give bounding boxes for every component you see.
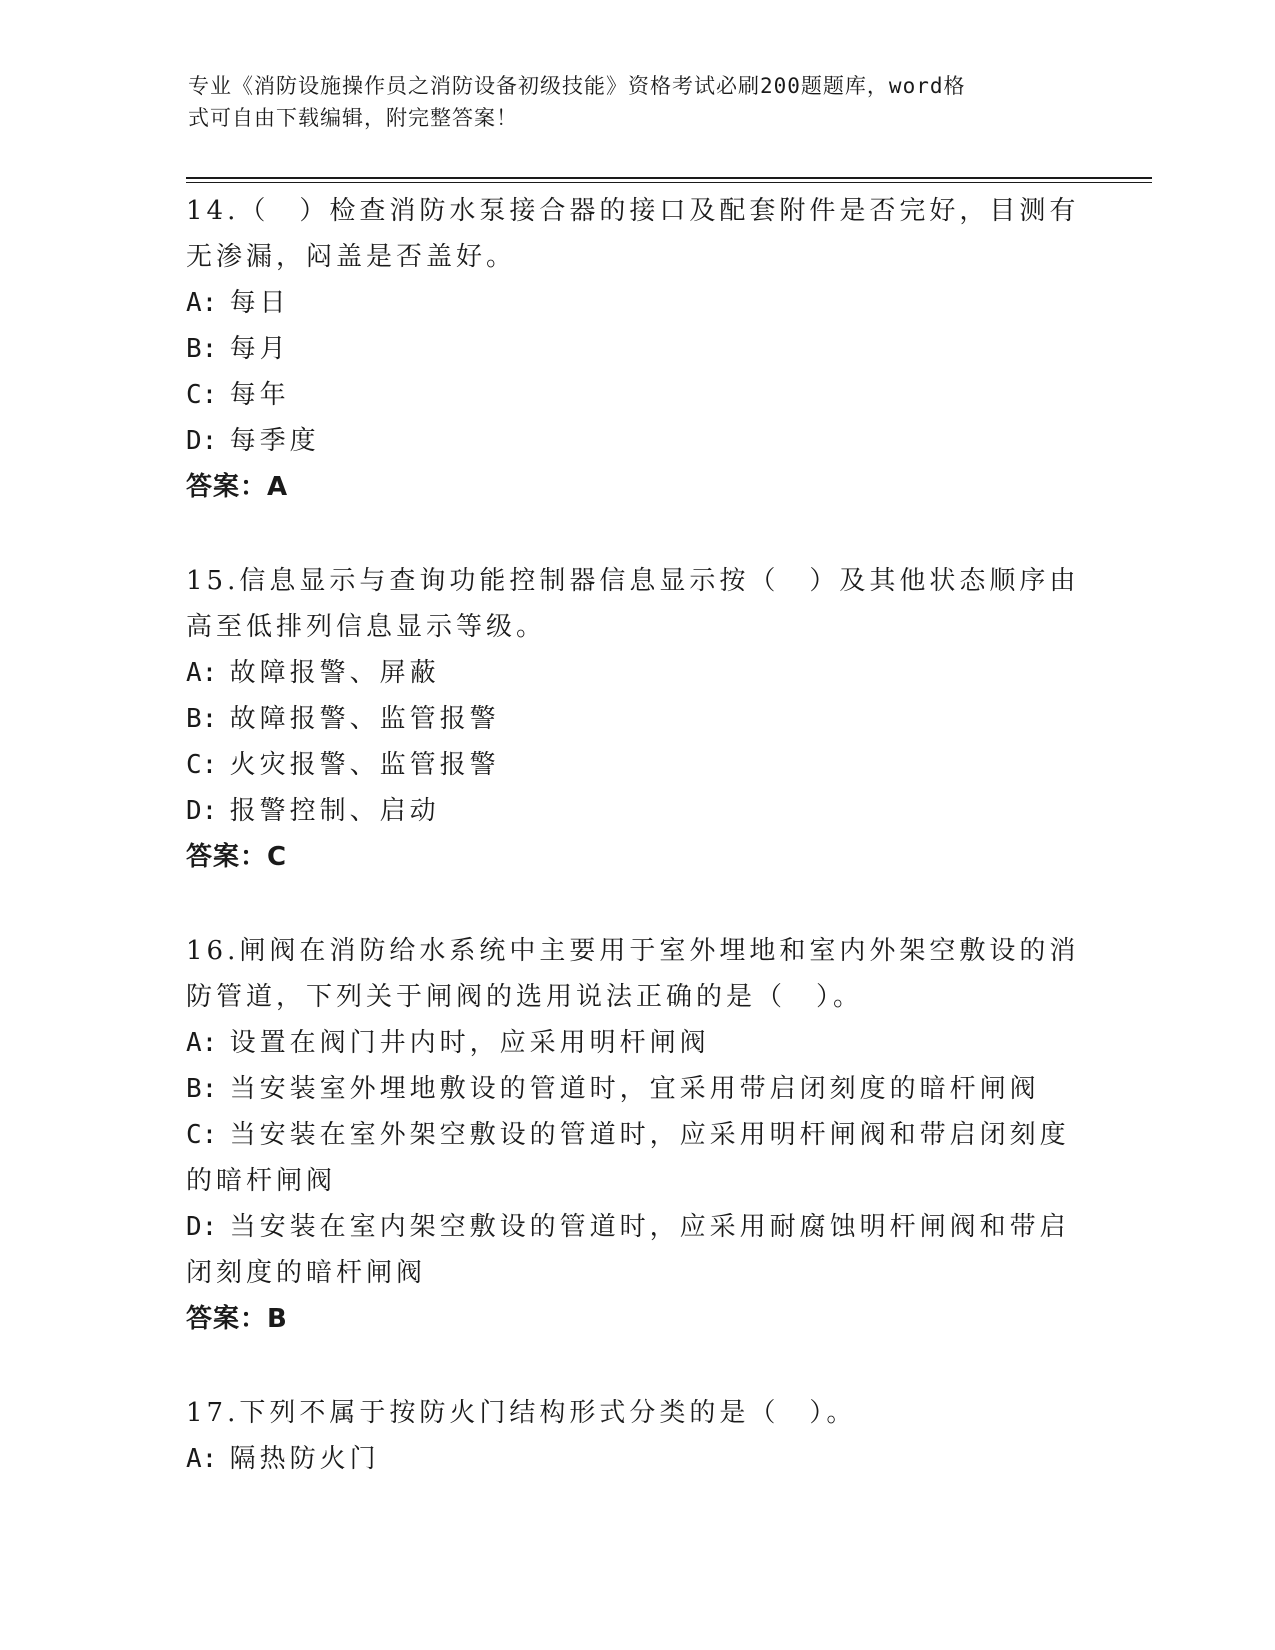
answer-line: 答案：C bbox=[186, 842, 288, 872]
option-text: 设置在阀门井内时，应采用明杆闸阀 bbox=[229, 1028, 710, 1058]
option-c bbox=[186, 742, 1086, 788]
question-15 bbox=[186, 556, 1086, 880]
option-letter: C: bbox=[186, 1120, 218, 1150]
option-d bbox=[186, 418, 1086, 464]
option-text: 每日 bbox=[229, 288, 290, 318]
option-text: 每季度 bbox=[229, 426, 320, 456]
option-letter: A: bbox=[186, 1444, 218, 1474]
option-b bbox=[186, 326, 1086, 372]
option-b bbox=[186, 1066, 1086, 1112]
option-letter: A: bbox=[186, 288, 218, 318]
option-letter: B: bbox=[186, 1074, 218, 1104]
option-text: 火灾报警、监管报警 bbox=[229, 750, 500, 780]
option-c bbox=[186, 372, 1086, 418]
option-a bbox=[186, 650, 1086, 696]
question-17 bbox=[186, 1388, 1086, 1482]
option-text: 故障报警、监管报警 bbox=[229, 704, 500, 734]
option-letter: A: bbox=[186, 1028, 218, 1058]
answer-line: 答案：B bbox=[186, 1304, 288, 1334]
option-letter: D: bbox=[186, 796, 218, 826]
option-c bbox=[186, 1112, 1086, 1204]
header-line-2: 式可自由下载编辑，附完整答案！ bbox=[188, 106, 518, 130]
option-letter: B: bbox=[186, 334, 218, 364]
option-letter: B: bbox=[186, 704, 218, 734]
option-d bbox=[186, 788, 1086, 834]
option-d bbox=[186, 1204, 1086, 1296]
option-a bbox=[186, 1020, 1086, 1066]
option-b bbox=[186, 696, 1086, 742]
option-letter: D: bbox=[186, 1212, 218, 1242]
question-stem: 15.信息显示与查询功能控制器信息显示按（ ）及其他状态顺序由高至低排列信息显示等级。 bbox=[186, 566, 1080, 642]
header-divider-thick bbox=[186, 177, 1152, 179]
option-a bbox=[186, 1436, 1086, 1482]
answer-line: 答案：A bbox=[186, 472, 289, 502]
header-line-1: 专业《消防设施操作员之消防设备初级技能》资格考试必刷200题题库，word格 bbox=[188, 74, 966, 98]
option-a bbox=[186, 280, 1086, 326]
question-16 bbox=[186, 926, 1086, 1342]
option-letter: C: bbox=[186, 380, 218, 410]
header-divider-thin bbox=[186, 182, 1152, 183]
question-14 bbox=[186, 186, 1086, 510]
option-letter: D: bbox=[186, 426, 218, 456]
option-text: 报警控制、启动 bbox=[229, 796, 440, 826]
question-stem: 17.下列不属于按防火门结构形式分类的是（ ）。 bbox=[186, 1398, 857, 1428]
document-header bbox=[188, 70, 1068, 134]
option-text: 每年 bbox=[229, 380, 290, 410]
option-text: 每月 bbox=[229, 334, 290, 364]
question-list bbox=[186, 186, 1086, 1482]
option-letter: A: bbox=[186, 658, 218, 688]
option-text: 当安装在室外架空敷设的管道时，应采用明杆闸阀和带启闭刻度的暗杆闸阀 bbox=[186, 1120, 1070, 1196]
option-letter: C: bbox=[186, 750, 218, 780]
question-stem: 14.（ ）检查消防水泵接合器的接口及配套附件是否完好，目测有无渗漏，闷盖是否盖好。 bbox=[186, 196, 1080, 272]
option-text: 当安装在室内架空敷设的管道时，应采用耐腐蚀明杆闸阀和带启闭刻度的暗杆闸阀 bbox=[186, 1212, 1070, 1288]
question-stem: 16.闸阀在消防给水系统中主要用于室外埋地和室内外架空敷设的消防管道，下列关于闸阀的选用说法正确的是（ ）。 bbox=[186, 936, 1080, 1012]
option-text: 故障报警、屏蔽 bbox=[229, 658, 440, 688]
option-text: 隔热防火门 bbox=[229, 1444, 380, 1474]
option-text: 当安装室外埋地敷设的管道时，宜采用带启闭刻度的暗杆闸阀 bbox=[229, 1074, 1040, 1104]
